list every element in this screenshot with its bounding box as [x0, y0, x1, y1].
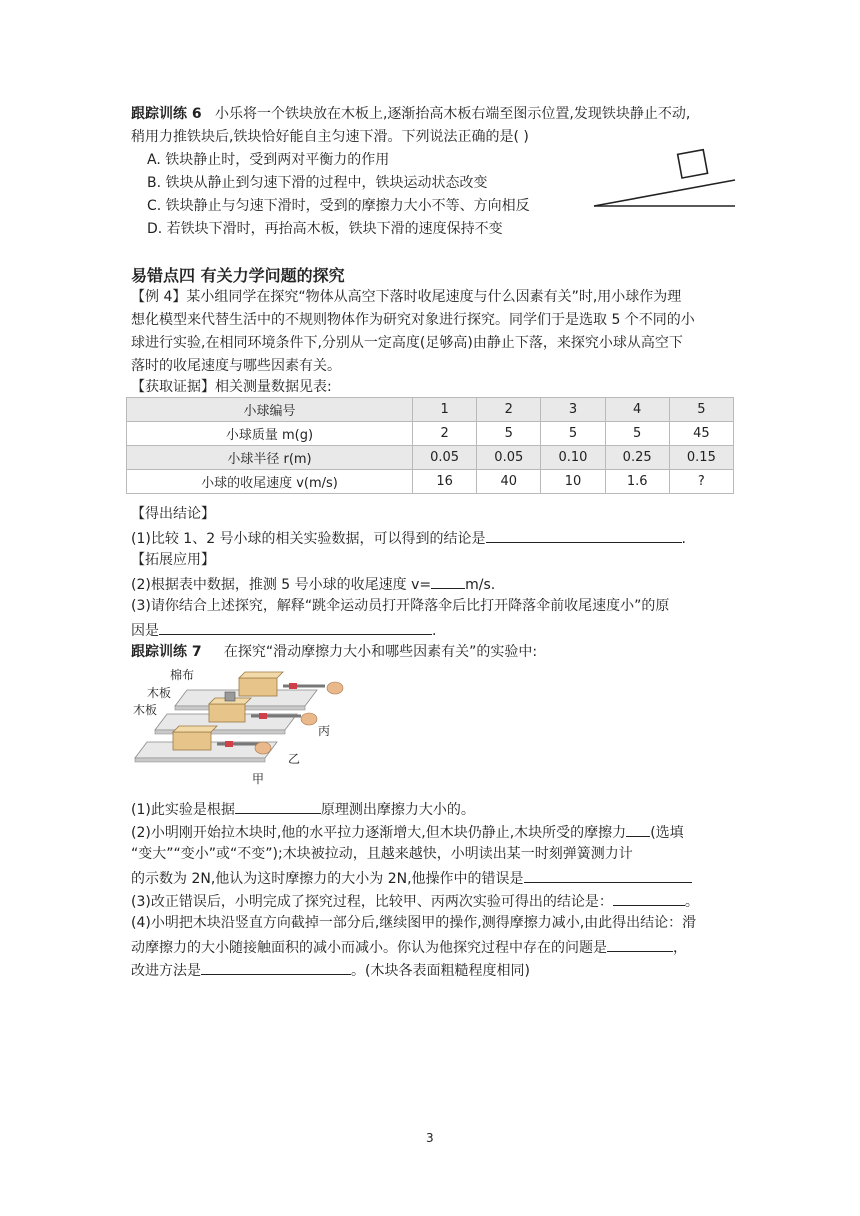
table-cell: 0.15 — [669, 446, 733, 470]
row-label: 小球半径 r(m) — [127, 446, 413, 470]
track6-stem-text: 小乐将一个铁块放在木板上,逐渐抬高木板右端至图示位置,发现铁块静止不动, — [214, 106, 691, 122]
table-cell: 2 — [413, 422, 477, 446]
table-row — [127, 446, 734, 470]
track7-q2-line3 — [131, 867, 692, 890]
track7-q4-line3 — [131, 959, 530, 982]
row-label: 小球质量 m(g) — [127, 422, 413, 446]
track7-q3 — [131, 890, 699, 913]
data-table — [126, 397, 734, 494]
track7-q2-choice: (选填 — [650, 825, 684, 841]
fig-label-cotton: 棉布 — [170, 668, 195, 682]
table-cell: 40 — [477, 470, 541, 494]
example4-line4: 落时的收尾速度与哪些因素有关。 — [131, 358, 341, 374]
track6-stem-line1 — [131, 104, 690, 125]
track7-q4-line2 — [131, 936, 687, 959]
track7-q4-line2-text: 动摩擦力的大小随接触面积的减小而减小。你认为他探究过程中存在的问题是 — [131, 940, 607, 956]
option-b: B. 铁块从静止到匀速下滑的过程中，铁块运动状态改变 — [147, 175, 488, 191]
example4-line3: 球进行实验,在相同环境条件下,分别从一定高度(足够高)由静止下落，来探究小球从高空下 — [131, 335, 683, 351]
answer-blank[interactable] — [613, 890, 685, 906]
table-cell: 3 — [541, 398, 605, 422]
answer-blank[interactable] — [235, 798, 321, 814]
track7-stem — [131, 642, 537, 663]
fig-label-board2: 木板 — [133, 703, 158, 717]
track7-q4-line2-end: ， — [673, 940, 687, 956]
extension-q3-line1: (3)请你结合上述探究，解释“跳伞运动员打开降落伞后比打开降落伞前收尾速度小”的原 — [131, 598, 670, 614]
example4-line2: 想化模型来代替生活中的不规则物体作为研究对象进行探究。同学们于是选取 5 个不同的小 — [131, 312, 695, 328]
extension-q3-line2 — [131, 619, 436, 642]
conclusion-header: 【得出结论】 — [131, 506, 215, 522]
fig-label-bing: 丙 — [318, 724, 331, 738]
table-cell: 5 — [541, 422, 605, 446]
evidence-header: 【获取证据】相关测量数据见表: — [131, 379, 332, 395]
option-d: D. 若铁块下滑时，再抬高木板，铁块下滑的速度保持不变 — [147, 221, 503, 237]
track7-q3-end: 。 — [684, 894, 699, 910]
table-row — [127, 422, 734, 446]
page-number: 3 — [426, 1131, 434, 1145]
table-cell: ? — [669, 470, 733, 494]
track7-q4-line3-end: 。(木块各表面粗糙程度相同) — [351, 963, 530, 979]
track7-q1-end: 原理测出摩擦力大小的。 — [320, 802, 475, 818]
fig-label-yi: 乙 — [288, 752, 301, 766]
option-c: C. 铁块静止与匀速下滑时，受到的摩擦力大小不等、方向相反 — [147, 198, 530, 214]
option-a: A. 铁块静止时，受到两对平衡力的作用 — [147, 152, 390, 168]
fig-label-board1: 木板 — [147, 686, 172, 700]
answer-blank[interactable] — [607, 936, 673, 952]
table-cell: 5 — [605, 422, 669, 446]
table-cell: 0.05 — [413, 446, 477, 470]
track7-q1-text: (1)此实验是根据 — [131, 802, 235, 818]
table-cell: 2 — [477, 398, 541, 422]
answer-blank[interactable] — [201, 959, 351, 975]
track7-q4-line1: (4)小明把木块沿竖直方向截掉一部分后,继续图甲的操作,测得摩擦力减小,由此得出结论：滑 — [131, 915, 697, 931]
track7-q2-line1 — [131, 821, 684, 844]
row-label: 小球编号 — [127, 398, 413, 422]
answer-blank[interactable] — [626, 821, 650, 837]
example4-line1: 【例 4】某小组同学在探究“物体从高空下落时收尾速度与什么因素有关”时,用小球作为理 — [131, 289, 682, 305]
table-cell: 1.6 — [605, 470, 669, 494]
track7-q1 — [131, 798, 475, 821]
row-label: 小球的收尾速度 v(m/s) — [127, 470, 413, 494]
table-cell: 1 — [413, 398, 477, 422]
track7-q2-text: (2)小明刚开始拉木块时,他的水平拉力逐渐增大,但木块仍静止,木块所受的摩擦力 — [131, 825, 627, 841]
conclusion-q1 — [131, 527, 686, 550]
extension-q2-text: (2)根据表中数据，推测 5 号小球的收尾速度 v= — [131, 577, 432, 593]
table-cell: 5 — [669, 398, 733, 422]
answer-blank[interactable] — [431, 573, 465, 589]
conclusion-q1-text: (1)比较 1、2 号小球的相关实验数据，可以得到的结论是 — [131, 531, 486, 547]
answer-blank[interactable] — [159, 619, 432, 635]
table-cell: 5 — [477, 422, 541, 446]
answer-blank[interactable] — [524, 867, 692, 883]
extension-q2-unit: m/s. — [465, 577, 496, 593]
table-row — [127, 470, 734, 494]
table-row — [127, 398, 734, 422]
track7-q3-text: (3)改正错误后，小明完成了探究过程，比较甲、丙两次实验可得出的结论是： — [131, 894, 613, 910]
table-cell: 0.05 — [477, 446, 541, 470]
track6-stem-line2: 稍用力推铁块后,铁块恰好能自主匀速下滑。下列说法正确的是( ) — [131, 129, 529, 145]
conclusion-q1-end: . — [681, 531, 686, 547]
table-cell: 10 — [541, 470, 605, 494]
table-cell: 0.25 — [605, 446, 669, 470]
extension-q2 — [131, 573, 495, 596]
table-cell: 0.10 — [541, 446, 605, 470]
table-cell: 16 — [413, 470, 477, 494]
track6-label: 跟踪训练 6 — [131, 106, 202, 122]
track7-stem-text: 在探究“滑动摩擦力大小和哪些因素有关”的实验中: — [223, 644, 538, 660]
extension-header: 【拓展应用】 — [131, 552, 215, 568]
extension-q3-text: 因是 — [131, 623, 159, 639]
answer-blank[interactable] — [486, 527, 682, 543]
track7-q4-line3-text: 改进方法是 — [131, 963, 201, 979]
track7-q2-line3-text: 的示数为 2N,他认为这时摩擦力的大小为 2N,他操作中的错误是 — [131, 871, 524, 887]
section-heading: 易错点四 有关力学问题的探究 — [131, 266, 345, 285]
track7-q2-line2: “变大”“变小”或“不变”);木块被拉动，且越来越快，小明读出某一时刻弹簧测力计 — [131, 846, 633, 862]
table-cell: 4 — [605, 398, 669, 422]
extension-q3-end: . — [432, 623, 437, 639]
track7-label: 跟踪训练 7 — [131, 644, 202, 660]
incline-figure — [590, 140, 740, 212]
fig-label-jia: 甲 — [252, 772, 265, 786]
table-cell: 45 — [669, 422, 733, 446]
